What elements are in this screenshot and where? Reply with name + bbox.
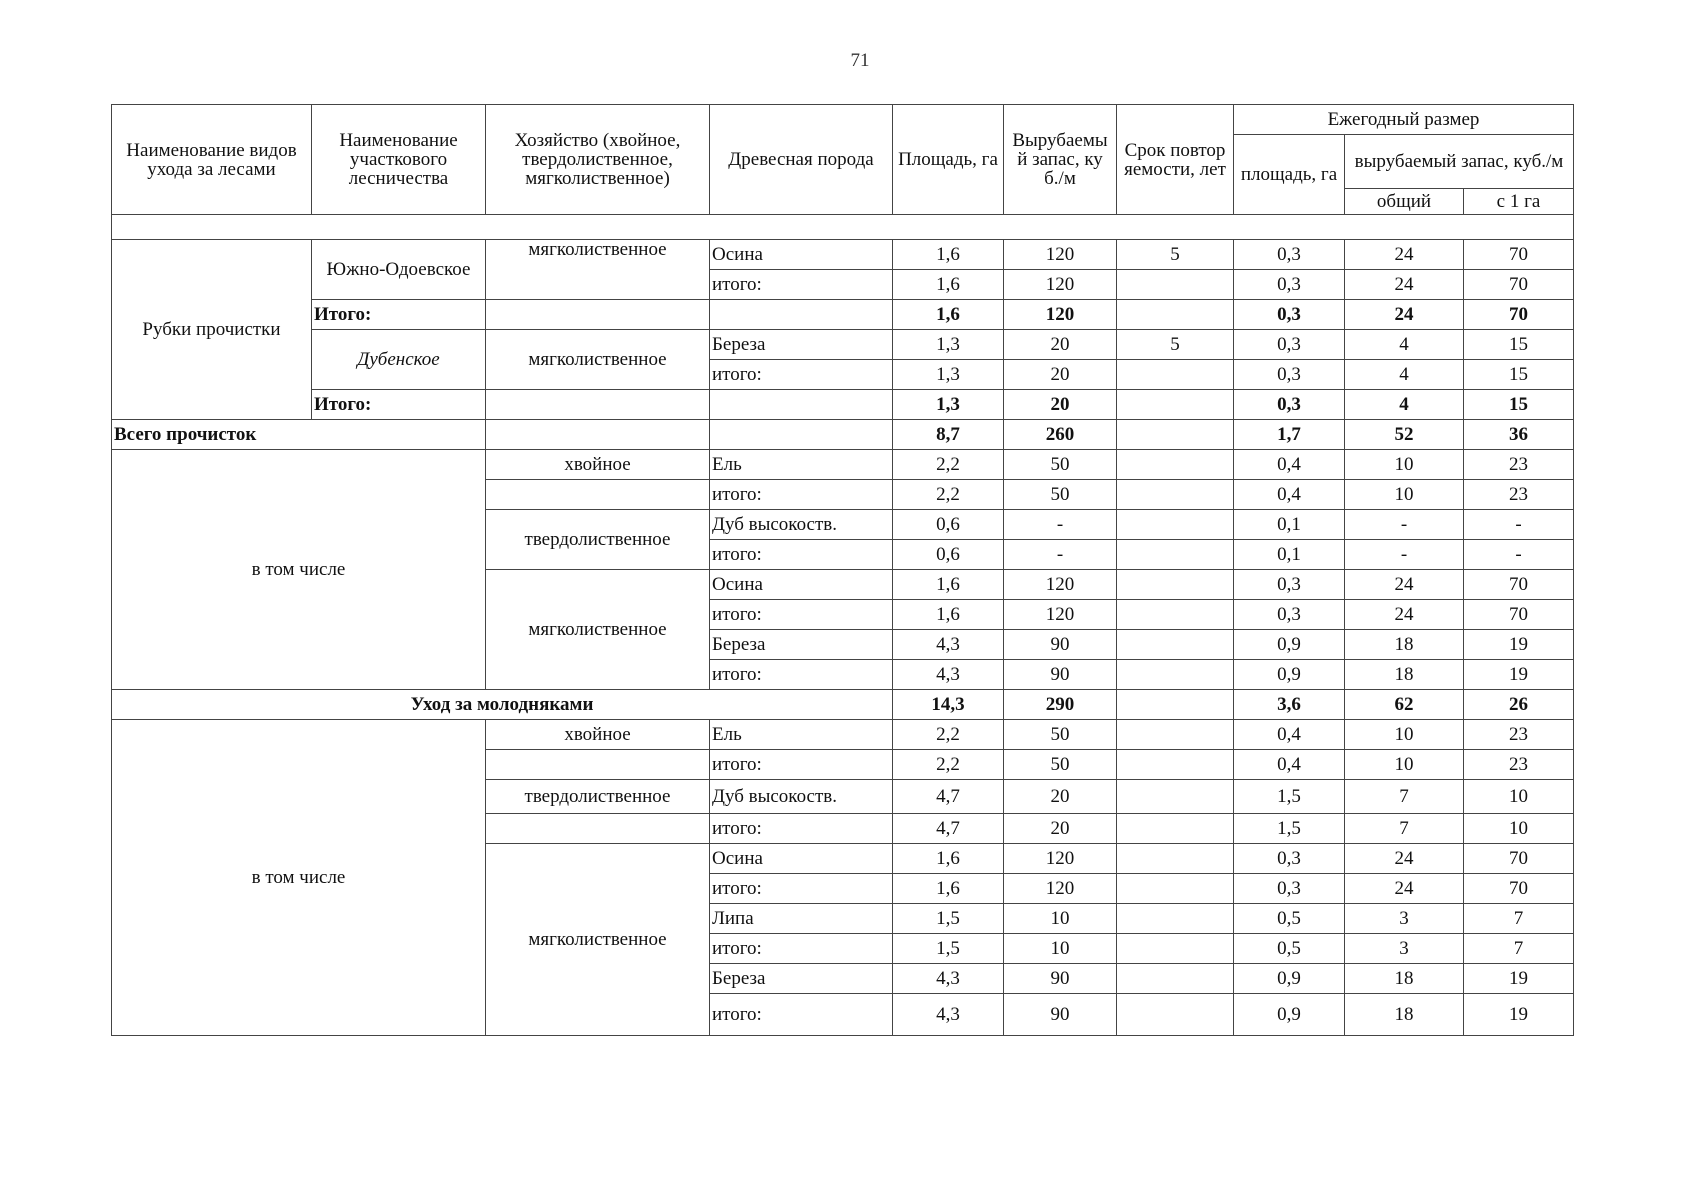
- period-value: [1117, 874, 1234, 904]
- farm-type: хвойное: [486, 450, 710, 480]
- annual-stock-total-value: 62: [1345, 690, 1464, 720]
- stock-value: 90: [1004, 964, 1117, 994]
- annual-area-value: 0,3: [1234, 330, 1345, 360]
- species: Береза: [710, 630, 893, 660]
- empty-cell: [486, 300, 710, 330]
- period-value: [1117, 300, 1234, 330]
- stock-value: 20: [1004, 814, 1117, 844]
- annual-area-value: 0,3: [1234, 844, 1345, 874]
- annual-area-value: 0,3: [1234, 300, 1345, 330]
- area-value: 1,6: [893, 240, 1004, 270]
- stock-value: 120: [1004, 270, 1117, 300]
- annual-stock-per-ha-value: 70: [1464, 270, 1574, 300]
- stock-value: 20: [1004, 780, 1117, 814]
- species: Ель: [710, 720, 893, 750]
- annual-area-value: 0,3: [1234, 600, 1345, 630]
- spacer-row: [112, 215, 1574, 240]
- species: Липа: [710, 904, 893, 934]
- annual-stock-total-value: 24: [1345, 570, 1464, 600]
- annual-stock-total-value: 24: [1345, 270, 1464, 300]
- stock-value: -: [1004, 510, 1117, 540]
- care-type: Рубки прочистки: [112, 240, 312, 420]
- annual-stock-total-value: 4: [1345, 360, 1464, 390]
- annual-stock-total-value: 24: [1345, 300, 1464, 330]
- annual-stock-total-value: 3: [1345, 934, 1464, 964]
- annual-stock-total-value: 4: [1345, 330, 1464, 360]
- total-label: Всего прочисток: [112, 420, 486, 450]
- area-value: 0,6: [893, 540, 1004, 570]
- header-annual-stock: вырубаемый запас, куб./м: [1345, 135, 1574, 189]
- period-value: [1117, 844, 1234, 874]
- annual-area-value: 0,4: [1234, 450, 1345, 480]
- annual-area-value: 0,9: [1234, 964, 1345, 994]
- stock-value: 10: [1004, 934, 1117, 964]
- species: Дуб высокоств.: [710, 510, 893, 540]
- annual-area-value: 0,3: [1234, 570, 1345, 600]
- annual-area-value: 0,9: [1234, 660, 1345, 690]
- annual-stock-total-value: -: [1345, 540, 1464, 570]
- including-label: в том числе: [112, 720, 486, 1036]
- page-number: 71: [850, 50, 870, 71]
- annual-area-value: 0,3: [1234, 874, 1345, 904]
- annual-area-value: 0,4: [1234, 720, 1345, 750]
- area-value: 1,6: [893, 600, 1004, 630]
- header-annual: Ежегодный размер: [1234, 105, 1574, 135]
- annual-area-value: 0,4: [1234, 750, 1345, 780]
- species: итого:: [710, 360, 893, 390]
- species: Береза: [710, 330, 893, 360]
- stock-value: 90: [1004, 994, 1117, 1036]
- period-value: [1117, 570, 1234, 600]
- species: итого:: [710, 814, 893, 844]
- forestry-name: Дубенское: [312, 330, 486, 390]
- period-value: [1117, 360, 1234, 390]
- forest-care-table: [111, 104, 1574, 1036]
- annual-stock-per-ha-value: 23: [1464, 480, 1574, 510]
- area-value: 1,5: [893, 904, 1004, 934]
- annual-area-value: 0,9: [1234, 630, 1345, 660]
- annual-stock-total-value: -: [1345, 510, 1464, 540]
- farm-type: мягколиственное: [486, 570, 710, 690]
- empty-cell: [710, 390, 893, 420]
- empty-cell: [710, 420, 893, 450]
- annual-stock-total-value: 52: [1345, 420, 1464, 450]
- stock-value: 10: [1004, 904, 1117, 934]
- annual-stock-total-value: 24: [1345, 844, 1464, 874]
- farm-type: твердолиственное: [486, 780, 710, 814]
- header-stock-total: общий: [1345, 189, 1464, 215]
- period-value: [1117, 934, 1234, 964]
- stock-value: 120: [1004, 240, 1117, 270]
- area-value: 4,7: [893, 814, 1004, 844]
- period-value: [1117, 270, 1234, 300]
- annual-area-value: 0,1: [1234, 540, 1345, 570]
- including-label: в том числе: [112, 450, 486, 690]
- annual-stock-total-value: 10: [1345, 480, 1464, 510]
- species: итого:: [710, 750, 893, 780]
- period-value: [1117, 994, 1234, 1036]
- annual-stock-per-ha-value: -: [1464, 540, 1574, 570]
- annual-stock-total-value: 18: [1345, 994, 1464, 1036]
- annual-area-value: 0,4: [1234, 480, 1345, 510]
- annual-stock-per-ha-value: 15: [1464, 390, 1574, 420]
- annual-stock-total-value: 24: [1345, 600, 1464, 630]
- annual-stock-total-value: 4: [1345, 390, 1464, 420]
- annual-stock-per-ha-value: 23: [1464, 750, 1574, 780]
- farm-type: хвойное: [486, 720, 710, 750]
- annual-stock-per-ha-value: 70: [1464, 600, 1574, 630]
- species: Осина: [710, 240, 893, 270]
- area-value: 2,2: [893, 450, 1004, 480]
- area-value: 1,6: [893, 844, 1004, 874]
- period-value: [1117, 630, 1234, 660]
- annual-stock-per-ha-value: 70: [1464, 570, 1574, 600]
- subtotal-label: Итого:: [312, 300, 486, 330]
- forestry-name: Южно-Одоевское: [312, 240, 486, 300]
- annual-stock-per-ha-value: 19: [1464, 964, 1574, 994]
- header-col6: Вырубаемый запас, куб./м: [1004, 105, 1117, 215]
- header-col1: Наименование видов ухода за лесами: [112, 105, 312, 215]
- species: итого:: [710, 874, 893, 904]
- stock-value: 50: [1004, 450, 1117, 480]
- stock-value: 120: [1004, 844, 1117, 874]
- annual-area-value: 1,5: [1234, 814, 1345, 844]
- area-value: 1,5: [893, 934, 1004, 964]
- area-value: 1,3: [893, 330, 1004, 360]
- empty-cell: [486, 420, 710, 450]
- annual-stock-per-ha-value: 70: [1464, 844, 1574, 874]
- farm-type: мягколиственное: [486, 844, 710, 1036]
- species: Ель: [710, 450, 893, 480]
- area-value: 4,3: [893, 994, 1004, 1036]
- stock-value: 20: [1004, 330, 1117, 360]
- species: итого:: [710, 600, 893, 630]
- annual-area-value: 3,6: [1234, 690, 1345, 720]
- annual-stock-per-ha-value: 70: [1464, 300, 1574, 330]
- area-value: 0,6: [893, 510, 1004, 540]
- annual-area-value: 0,5: [1234, 904, 1345, 934]
- stock-value: 120: [1004, 874, 1117, 904]
- farm-type: твердолиственное: [486, 510, 710, 570]
- stock-value: 50: [1004, 480, 1117, 510]
- annual-area-value: 0,9: [1234, 994, 1345, 1036]
- annual-stock-total-value: 24: [1345, 874, 1464, 904]
- period-value: 5: [1117, 240, 1234, 270]
- period-value: 5: [1117, 330, 1234, 360]
- period-value: [1117, 964, 1234, 994]
- species: итого:: [710, 660, 893, 690]
- annual-stock-total-value: 7: [1345, 780, 1464, 814]
- stock-value: 20: [1004, 390, 1117, 420]
- stock-value: 260: [1004, 420, 1117, 450]
- period-value: [1117, 690, 1234, 720]
- annual-area-value: 0,1: [1234, 510, 1345, 540]
- empty-cell: [486, 750, 710, 780]
- period-value: [1117, 904, 1234, 934]
- annual-stock-per-ha-value: 36: [1464, 420, 1574, 450]
- period-value: [1117, 480, 1234, 510]
- annual-stock-per-ha-value: 7: [1464, 934, 1574, 964]
- area-value: 1,6: [893, 874, 1004, 904]
- stock-value: 90: [1004, 630, 1117, 660]
- annual-stock-per-ha-value: 15: [1464, 330, 1574, 360]
- annual-stock-per-ha-value: 19: [1464, 660, 1574, 690]
- species: итого:: [710, 934, 893, 964]
- empty-cell: [710, 300, 893, 330]
- species: итого:: [710, 994, 893, 1036]
- farm-type: мягколиственное: [486, 240, 710, 300]
- area-value: 2,2: [893, 720, 1004, 750]
- period-value: [1117, 540, 1234, 570]
- annual-area-value: 0,3: [1234, 240, 1345, 270]
- annual-stock-per-ha-value: 70: [1464, 874, 1574, 904]
- annual-stock-total-value: 18: [1345, 964, 1464, 994]
- annual-area-value: 0,3: [1234, 390, 1345, 420]
- stock-value: 90: [1004, 660, 1117, 690]
- period-value: [1117, 660, 1234, 690]
- stock-value: 120: [1004, 300, 1117, 330]
- annual-stock-total-value: 10: [1345, 450, 1464, 480]
- annual-stock-per-ha-value: -: [1464, 510, 1574, 540]
- stock-value: 50: [1004, 750, 1117, 780]
- stock-value: -: [1004, 540, 1117, 570]
- stock-value: 120: [1004, 600, 1117, 630]
- empty-cell: [486, 814, 710, 844]
- header-col3: Хозяйство (хвойное, твердолиственное, мягколиственное): [486, 105, 710, 215]
- header-col2: Наименование участкового лесничества: [312, 105, 486, 215]
- stock-value: 20: [1004, 360, 1117, 390]
- annual-stock-per-ha-value: 15: [1464, 360, 1574, 390]
- annual-area-value: 0,3: [1234, 270, 1345, 300]
- period-value: [1117, 720, 1234, 750]
- annual-stock-per-ha-value: 26: [1464, 690, 1574, 720]
- annual-stock-total-value: 24: [1345, 240, 1464, 270]
- empty-cell: [486, 480, 710, 510]
- area-value: 1,6: [893, 300, 1004, 330]
- total-label: Уход за молодняками: [112, 690, 893, 720]
- period-value: [1117, 510, 1234, 540]
- area-value: 2,2: [893, 480, 1004, 510]
- annual-area-value: 0,3: [1234, 360, 1345, 390]
- annual-stock-total-value: 3: [1345, 904, 1464, 934]
- annual-area-value: 0,5: [1234, 934, 1345, 964]
- species: итого:: [710, 270, 893, 300]
- area-value: 8,7: [893, 420, 1004, 450]
- period-value: [1117, 600, 1234, 630]
- annual-area-value: 1,7: [1234, 420, 1345, 450]
- annual-stock-total-value: 18: [1345, 630, 1464, 660]
- area-value: 4,3: [893, 660, 1004, 690]
- empty-cell: [486, 390, 710, 420]
- area-value: 1,3: [893, 360, 1004, 390]
- period-value: [1117, 780, 1234, 814]
- area-value: 1,6: [893, 270, 1004, 300]
- area-value: 1,6: [893, 570, 1004, 600]
- area-value: 14,3: [893, 690, 1004, 720]
- annual-stock-per-ha-value: 23: [1464, 450, 1574, 480]
- farm-type: мягколиственное: [486, 330, 710, 390]
- annual-stock-per-ha-value: 70: [1464, 240, 1574, 270]
- annual-area-value: 1,5: [1234, 780, 1345, 814]
- period-value: [1117, 390, 1234, 420]
- period-value: [1117, 420, 1234, 450]
- subtotal-label: Итого:: [312, 390, 486, 420]
- annual-stock-per-ha-value: 19: [1464, 630, 1574, 660]
- annual-stock-total-value: 10: [1345, 750, 1464, 780]
- header-stock-per-ha: с 1 га: [1464, 189, 1574, 215]
- area-value: 1,3: [893, 390, 1004, 420]
- stock-value: 50: [1004, 720, 1117, 750]
- header-annual-area: площадь, га: [1234, 135, 1345, 215]
- header-col5: Площадь, га: [893, 105, 1004, 215]
- annual-stock-per-ha-value: 19: [1464, 994, 1574, 1036]
- header-col4: Древесная порода: [710, 105, 893, 215]
- annual-stock-total-value: 10: [1345, 720, 1464, 750]
- period-value: [1117, 750, 1234, 780]
- species: Осина: [710, 570, 893, 600]
- stock-value: 120: [1004, 570, 1117, 600]
- stock-value: 290: [1004, 690, 1117, 720]
- annual-stock-per-ha-value: 10: [1464, 814, 1574, 844]
- species: итого:: [710, 540, 893, 570]
- annual-stock-total-value: 18: [1345, 660, 1464, 690]
- area-value: 4,3: [893, 964, 1004, 994]
- area-value: 2,2: [893, 750, 1004, 780]
- species: Осина: [710, 844, 893, 874]
- species: Дуб высокоств.: [710, 780, 893, 814]
- annual-stock-total-value: 7: [1345, 814, 1464, 844]
- annual-stock-per-ha-value: 7: [1464, 904, 1574, 934]
- annual-stock-per-ha-value: 10: [1464, 780, 1574, 814]
- species: Береза: [710, 964, 893, 994]
- area-value: 4,7: [893, 780, 1004, 814]
- area-value: 4,3: [893, 630, 1004, 660]
- species: итого:: [710, 480, 893, 510]
- annual-stock-per-ha-value: 23: [1464, 720, 1574, 750]
- header-col7: Срок повторяемости, лет: [1117, 105, 1234, 215]
- period-value: [1117, 814, 1234, 844]
- period-value: [1117, 450, 1234, 480]
